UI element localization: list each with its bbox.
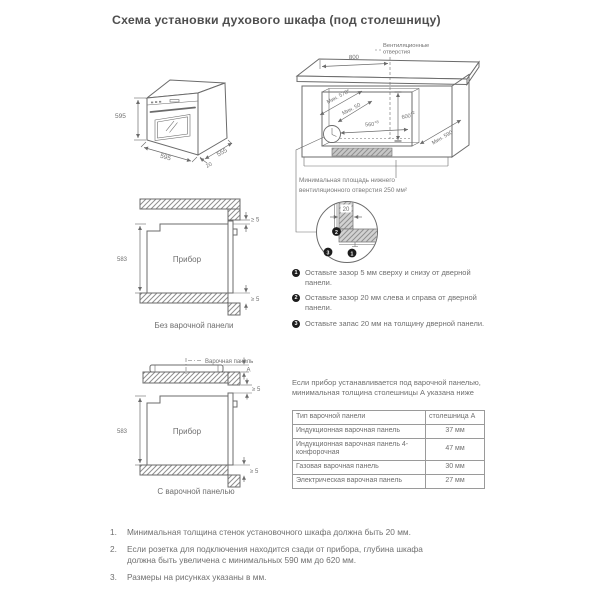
footer-note-text: Размеры на рисунках указаны в мм. <box>127 571 267 582</box>
section-hob-caption: С варочной панелью <box>157 487 235 496</box>
appliance-height-label: 583 <box>117 429 128 435</box>
section-hob-diagram <box>110 347 282 487</box>
note-3-badge: 3 <box>292 320 300 328</box>
note-3-text: Оставьте запас 20 мм на толщину дверной панели. <box>305 318 485 328</box>
gap-note-item <box>292 293 486 313</box>
gap-note-item <box>292 268 486 288</box>
page-title: Схема установки духового шкафа (под столешницу) <box>112 13 441 27</box>
thickness-cell: 30 мм <box>426 461 485 475</box>
footer-note-number: 1. <box>110 527 117 537</box>
vent-label-line1: Вентиляционные <box>383 43 430 49</box>
vent-area-note-line2: вентиляционного отверстия 250 мм² <box>299 186 408 194</box>
appliance-height-label: 583 <box>117 257 128 263</box>
note-1-badge: 1 <box>292 269 300 277</box>
oven-isometric-diagram <box>110 52 292 184</box>
countertop-a-label: A <box>246 367 251 374</box>
gap-note-item <box>292 319 486 329</box>
table-row <box>293 474 485 488</box>
footer-note-item <box>110 527 430 538</box>
footer-note-item <box>110 544 430 566</box>
section-no-hob-caption: Без варочной панели <box>154 321 234 330</box>
gap-notes <box>292 268 486 334</box>
min-50-label: Мин. 50 <box>341 102 362 117</box>
table-header-type: Тип варочной панели <box>293 411 426 425</box>
gap-top-label: ≥ 5 <box>251 217 260 224</box>
min-cabinet-depth-label: Мин. 590 <box>431 129 454 147</box>
table-row <box>293 424 485 438</box>
thickness-cell: 47 мм <box>426 438 485 461</box>
footer-note-text: Если розетка для подключения находится сзади от прибора, глубина шкафа должна быть увеличена с минимальных 590 мм до 620 мм. <box>127 543 423 565</box>
footer-notes <box>110 527 430 589</box>
table-header-a: столешница А <box>426 411 485 425</box>
gap-bottom-label: ≥ 5 <box>251 297 260 303</box>
note-2-text: Оставьте зазор 20 мм слева и справа от дверной панели. <box>305 293 477 313</box>
hob-thickness-table <box>292 410 485 489</box>
hob-type-cell: Индукционная варочная панель <box>293 424 426 438</box>
hob-type-cell: Газовая варочная панель <box>293 461 426 475</box>
appliance-label: Прибор <box>172 427 202 436</box>
countertop-width-label: 800 <box>348 54 360 62</box>
oven-body <box>147 80 227 155</box>
table-header-row <box>293 411 485 425</box>
appliance-label: Прибор <box>172 255 202 264</box>
hob-table-intro: Если прибор устанавливается под варочной панелью, минимальная толщина столешницы А указана ниже <box>292 378 481 397</box>
oven-depth-label: 555 <box>215 146 229 159</box>
callout-2-number: 2 <box>335 229 338 236</box>
detail-dim-label: 20 <box>342 207 350 213</box>
min-depth-label: Мин. 570* <box>326 88 352 106</box>
section-no-hob-diagram <box>110 190 278 322</box>
footer-note-number: 2. <box>110 543 117 554</box>
hob-type-cell: Индукционная варочная панель 4-конфорочная <box>293 438 426 461</box>
oven-width-label: 595 <box>159 152 172 163</box>
footer-note-text: Минимальная толщина стенок установочного шкафа должна быть 20 мм. <box>127 527 411 537</box>
cutout-width-label: $560^{+8}$ <box>364 119 379 129</box>
table-row <box>293 461 485 475</box>
corner-detail-diagram <box>305 198 397 270</box>
callout-1-number: 1 <box>350 251 354 258</box>
cutout-height-label: $600^{+2}$ <box>401 109 416 121</box>
thickness-cell: 27 мм <box>426 474 485 488</box>
footer-note-item <box>110 572 430 583</box>
table-row <box>293 438 485 461</box>
oven-height-label: 595 <box>115 113 126 120</box>
oven-door-thickness-label: 20 <box>205 161 214 170</box>
note-1-text: Оставьте зазор 5 мм сверху и снизу от дверной панели. <box>305 268 471 288</box>
thickness-cell: 37 мм <box>426 424 485 438</box>
note-2-badge: 2 <box>292 294 300 302</box>
callout-3-number: 3 <box>326 250 330 257</box>
footer-note-number: 3. <box>110 571 117 582</box>
gap-top-label: ≥ 5 <box>252 387 261 393</box>
hob-profile <box>150 365 223 372</box>
vent-area-note-line1: Минимальная площадь нижнего <box>299 177 395 184</box>
hob-type-cell: Электрическая варочная панель <box>293 474 426 488</box>
gap-bottom-label: ≥ 5 <box>250 469 259 475</box>
vent-label-line2: отверстия <box>383 49 411 56</box>
hob-label: Варочная панель <box>205 359 254 365</box>
